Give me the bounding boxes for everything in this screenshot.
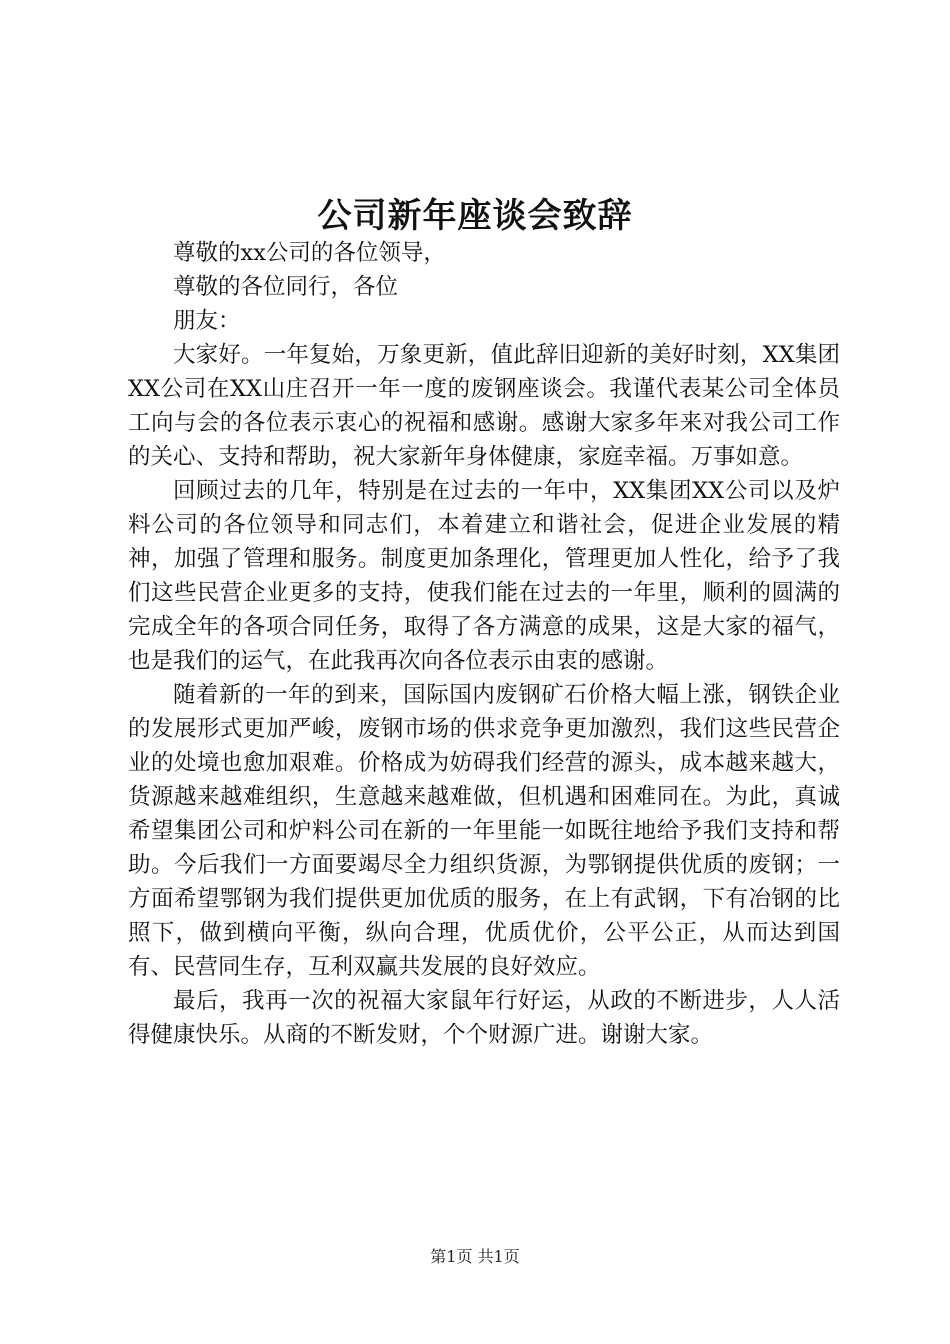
page-number-footer: 第1页 共1页 <box>430 1247 520 1266</box>
document-body <box>128 236 840 1052</box>
salutation-line: 尊敬的xx公司的各位领导， <box>173 240 446 266</box>
salutation-line: 朋友： <box>173 308 241 334</box>
body-paragraph: 回顾过去的几年，特别是在过去的一年中，XX集团XX公司以及炉料公司的各位领导和同志们，本着建立和谐社会，促进企业发展的精神，加强了管理和服务。制度更加条理化，管理更加人性化，给予了我们这些民营企业更多的支持，使我们能在过去的一年里，顺利的圆满的完成全年的各项合同任务，取得了各方满意的成果，这是大家的福气，也是我们的运气，在此我再次向各位表示由衷的感谢。 <box>128 478 840 674</box>
salutation-line: 尊敬的各位同行，各位 <box>173 274 399 300</box>
body-paragraph: 大家好。一年复始，万象更新，值此辞旧迎新的美好时刻，XX集团XX公司在XX山庄召开一年一度的废钢座谈会。我谨代表某公司全体员工向与会的各位表示衷心的祝福和感谢。感谢大家多年来对我公司工作的关心、支持和帮助，祝大家新年身体健康，家庭幸福。万事如意。 <box>128 342 840 470</box>
body-paragraph: 随着新的一年的到来，国际国内废钢矿石价格大幅上涨，钢铁企业的发展形式更加严峻，废钢市场的供求竞争更加激烈，我们这些民营企业的处境也愈加艰难。价格成为妨碍我们经营的源头，成本越来越大，货源越来越难组织，生意越来越难做，但机遇和困难同在。为此，真诚希望集团公司和炉料公司在新的一年里能一如既往地给予我们支持和帮助。今后我们一方面要竭尽全力组织货源，为鄂钢提供优质的废钢；一方面希望鄂钢为我们提供更加优质的服务，在上有武钢，下有冶钢的比照下，做到横向平衡，纵向合理，优质优价，公平公正，从而达到国有、民营同生存，互利双赢共发展的良好效应。 <box>128 682 840 980</box>
body-paragraph: 最后，我再一次的祝福大家鼠年行好运，从政的不断进步，人人活得健康快乐。从商的不断发财，个个财源广进。谢谢大家。 <box>128 988 840 1048</box>
document-title: 公司新年座谈会致辞 <box>317 196 633 236</box>
